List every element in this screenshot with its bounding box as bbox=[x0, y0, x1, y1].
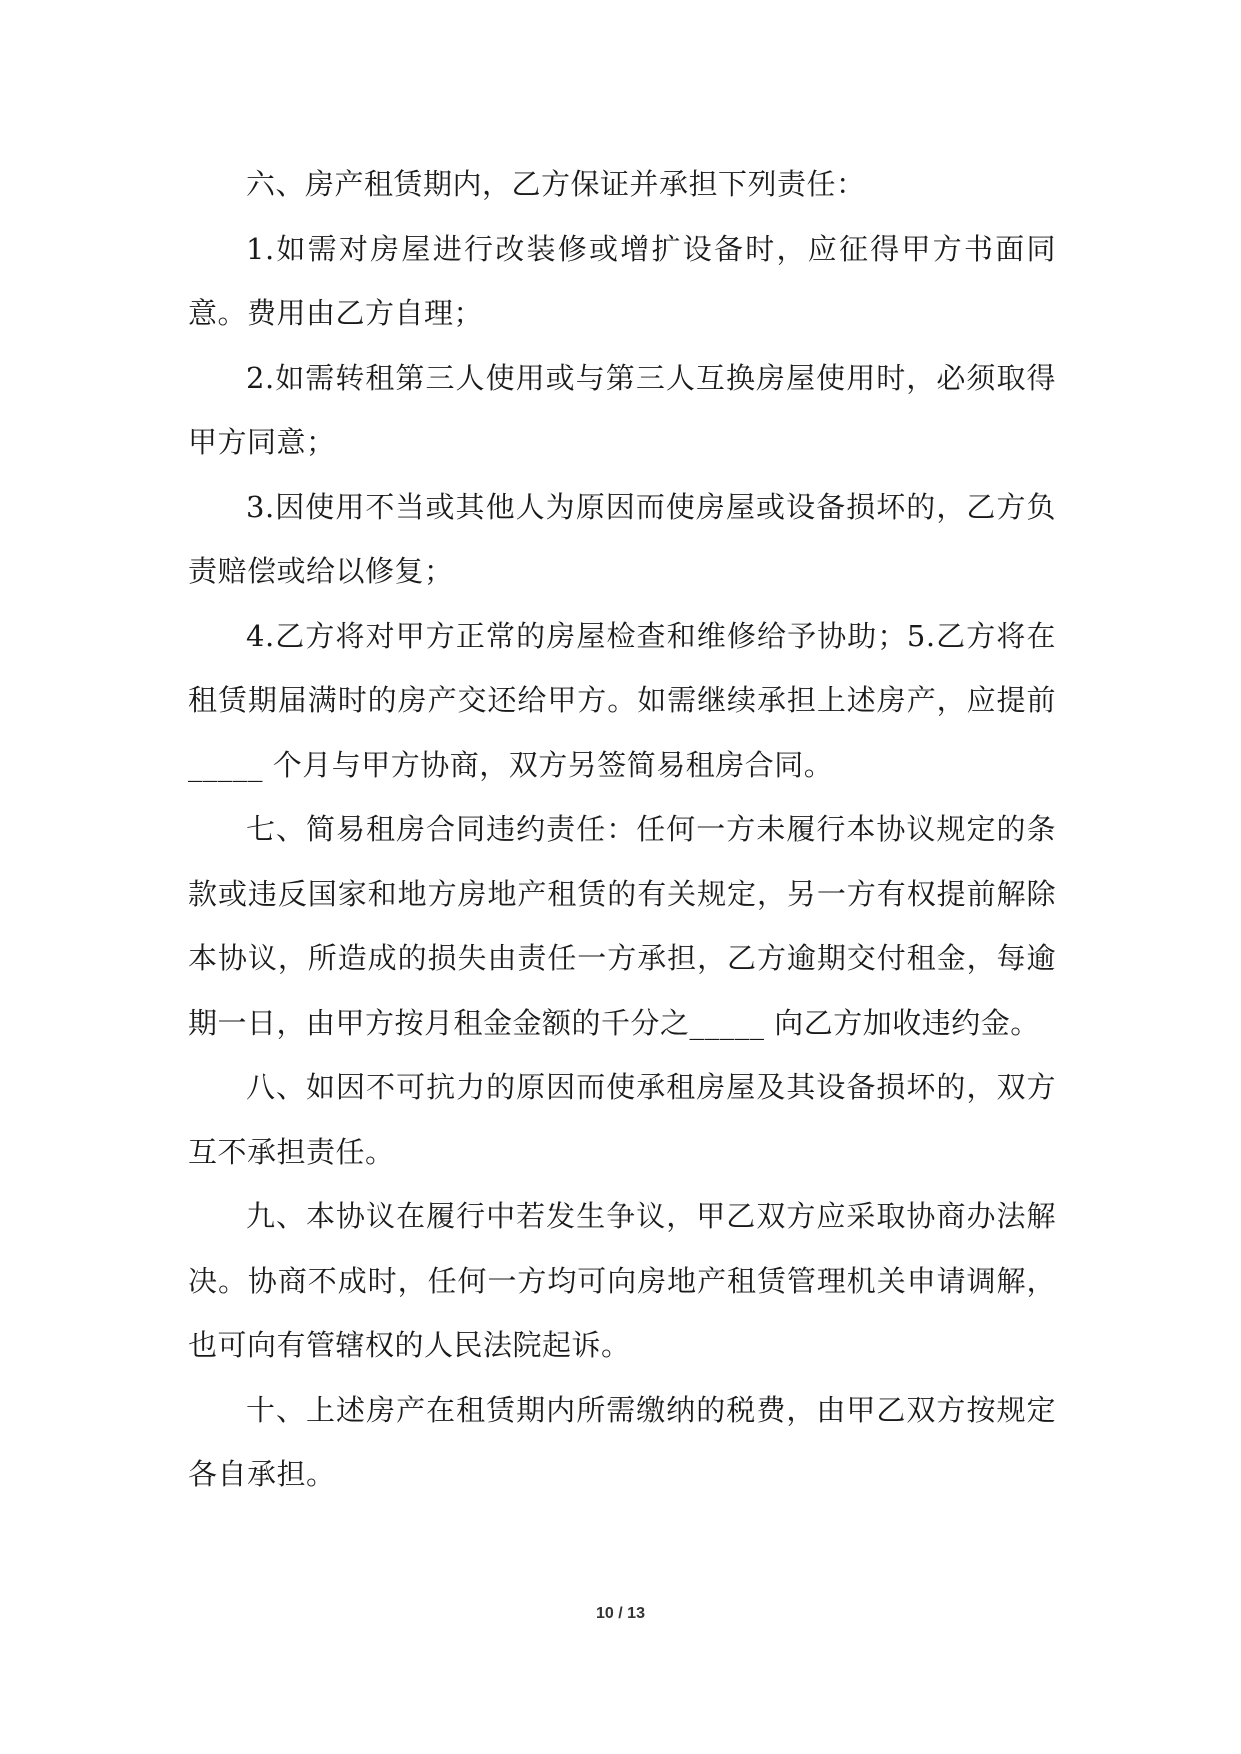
page-number: 10 / 13 bbox=[596, 1605, 645, 1622]
clause-8: 八、如因不可抗力的原因而使承租房屋及其设备损坏的，双方互不承担责任。 bbox=[188, 1070, 1056, 1169]
clause-7: 七、简易租房合同违约责任：任何一方未履行本协议规定的条款或违反国家和地方房地产租赁的有关规定，另一方有权提前解除本协议，所造成的损失由责任一方承担，乙方逾期交付租金，每逾期一日，由甲方按月租金金额的千分之_____ 向乙方加收违约金。 bbox=[188, 812, 1056, 1040]
clause-9: 九、本协议在履行中若发生争议，甲乙双方应采取协商办法解决。协商不成时，任何一方均可向房地产租赁管理机关申请调解，也可向有管辖权的人民法院起诉。 bbox=[188, 1199, 1056, 1362]
clause-6-item-1: 1.如需对房屋进行改装修或增扩设备时，应征得甲方书面同意。费用由乙方自理； bbox=[188, 231, 1056, 330]
clause-6-item-2: 2.如需转租第三人使用或与第三人互换房屋使用时，必须取得甲方同意； bbox=[188, 360, 1056, 459]
clause-6-item-3: 3.因使用不当或其他人为原因而使房屋或设备损坏的，乙方负责赔偿或给以修复； bbox=[188, 489, 1056, 588]
clause-10: 十、上述房产在租赁期内所需缴纳的税费，由甲乙双方按规定各自承担。 bbox=[188, 1392, 1056, 1491]
clause-6-heading: 六、房产租赁期内，乙方保证并承担下列责任： bbox=[246, 167, 866, 201]
clause-6-item-4-5: 4.乙方将对甲方正常的房屋检查和维修给予协助；5.乙方将在租赁期届满时的房产交还给甲方。如需继续承担上述房产，应提前_____ 个月与甲方协商，双方另签简易租房合同。 bbox=[188, 618, 1056, 782]
document-body bbox=[188, 152, 1056, 1507]
